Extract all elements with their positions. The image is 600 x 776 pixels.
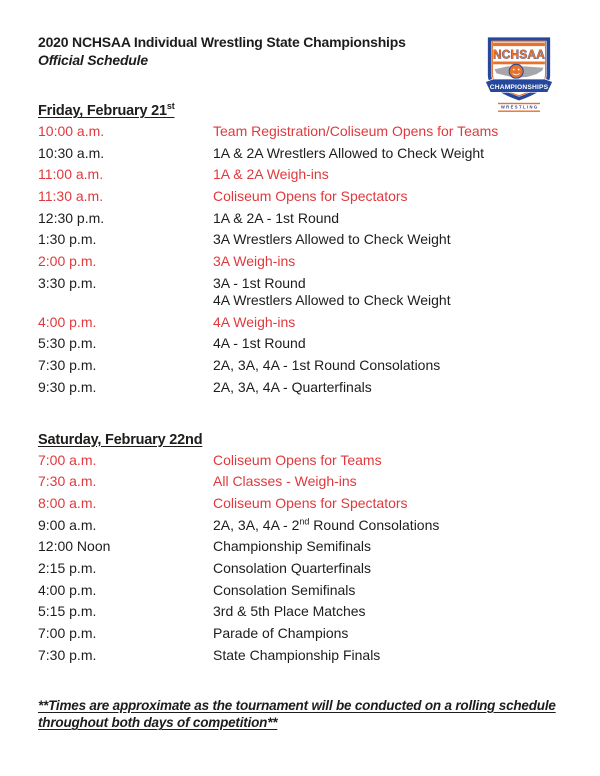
event-cell [213, 647, 570, 664]
saturday-section [38, 432, 570, 664]
time-cell: 11:00 a.m. [38, 166, 104, 183]
schedule-row [38, 452, 570, 469]
nchsaa-logo-graphic [484, 37, 554, 113]
time-cell: 5:30 p.m. [38, 335, 97, 352]
event-line: Consolation Quarterfinals [213, 560, 371, 576]
time-cell: 1:30 p.m. [38, 231, 97, 248]
event-line: 3A Wrestlers Allowed to Check Weight [213, 231, 451, 248]
time-cell: 2:15 p.m. [38, 560, 97, 576]
event-cell [213, 357, 570, 374]
time-cell: 2:00 p.m. [38, 253, 97, 270]
wrestler-figure [509, 64, 523, 78]
event-line: State Championship Finals [213, 646, 381, 663]
event-cell [213, 603, 570, 620]
time-cell: 10:30 a.m. [38, 144, 105, 161]
event-line: Coliseum Opens for Spectators [213, 494, 408, 511]
event-line: 3rd & 5th Place Matches [213, 603, 366, 620]
day-rows [38, 452, 570, 664]
event-cell [213, 473, 570, 490]
time-cell: 3:30 p.m. [38, 274, 97, 291]
logo-org-text: NCHSAA [492, 47, 546, 62]
schedule-row [38, 473, 570, 490]
time-cell: 4:00 p.m. [38, 581, 97, 598]
footer-note [38, 697, 570, 732]
schedule-row [38, 379, 570, 396]
time-cell: 7:00 p.m. [38, 625, 97, 642]
schedule-row [38, 275, 570, 309]
schedule-row [38, 335, 570, 352]
event-cell [213, 625, 570, 642]
time-cell: 4:00 p.m. [38, 313, 97, 330]
day-heading: Friday, February 21st [38, 101, 175, 119]
event-cell [213, 188, 570, 205]
event-line: 1A & 2A Weigh-ins [213, 166, 329, 183]
footer-line: throughout both days of competition** [38, 715, 278, 731]
schedule-row [38, 188, 570, 205]
event-line: Consolation Semifinals [213, 581, 356, 598]
schedule-row [38, 166, 570, 183]
event-cell [213, 560, 570, 577]
schedule-row [38, 210, 570, 227]
event-line: 1A & 2A - 1st Round [213, 209, 340, 226]
event-cell [213, 253, 570, 270]
time-cell: 8:00 a.m. [38, 494, 97, 511]
friday-section [38, 103, 570, 396]
schedule-row [38, 495, 570, 512]
nchsaa-championships-logo [484, 37, 554, 113]
event-cell [213, 379, 570, 396]
event-cell [213, 538, 570, 555]
event-cell [213, 517, 570, 534]
time-cell: 12:30 p.m. [38, 209, 105, 226]
event-cell [213, 210, 570, 227]
event-line: 3A - 1st Round [213, 274, 306, 291]
time-cell: 7:00 a.m. [38, 451, 97, 468]
event-line: Coliseum Opens for Spectators [213, 188, 408, 205]
day-heading: Saturday, February 22nd [38, 431, 203, 448]
event-line: 4A - 1st Round [213, 335, 306, 352]
document-title: 2020 NCHSAA Individual Wrestling State Championships [38, 34, 406, 50]
event-cell [213, 335, 570, 352]
logo-banner-text: CHAMPIONSHIPS [489, 84, 549, 92]
schedule-row [38, 314, 570, 331]
event-line: 3A Weigh-ins [213, 253, 296, 270]
event-line: Parade of Champions [213, 625, 349, 642]
event-line: Team Registration/Coliseum Opens for Teams [213, 123, 499, 139]
schedule-row [38, 357, 570, 374]
schedule-row [38, 647, 570, 664]
event-line: 2A, 3A, 4A - Quarterfinals [213, 378, 372, 395]
event-line: 1A & 2A Wrestlers Allowed to Check Weight [213, 144, 485, 161]
event-cell [213, 275, 570, 309]
time-cell: 12:00 Noon [38, 538, 111, 555]
event-line: All Classes - Weigh-ins [213, 473, 357, 490]
schedule-row [38, 538, 570, 555]
schedule-row [38, 625, 570, 642]
schedule-row [38, 603, 570, 620]
schedule-row [38, 560, 570, 577]
event-line: 4A Weigh-ins [213, 313, 296, 330]
event-cell [213, 166, 570, 183]
time-cell: 10:00 a.m. [38, 123, 105, 139]
time-cell: 9:30 p.m. [38, 378, 97, 395]
event-cell [213, 145, 570, 162]
event-cell [213, 452, 570, 469]
event-line: Championship Semifinals [213, 538, 371, 555]
event-line: 4A Wrestlers Allowed to Check Weight [213, 291, 451, 308]
schedule-row [38, 123, 570, 140]
footer-line: **Times are approximate as the tournament will be conducted on a rolling schedule [38, 697, 556, 713]
event-line: 2A, 3A, 4A - 2nd Round Consolations [213, 515, 440, 533]
event-cell [213, 495, 570, 512]
time-cell: 5:15 p.m. [38, 603, 97, 620]
schedule-row [38, 231, 570, 248]
time-cell: 7:30 p.m. [38, 356, 97, 373]
schedule-row [38, 253, 570, 270]
event-line: 2A, 3A, 4A - 1st Round Consolations [213, 356, 441, 373]
event-cell [213, 123, 570, 140]
event-cell [213, 582, 570, 599]
event-line: Coliseum Opens for Teams [213, 451, 382, 468]
day-rows [38, 123, 570, 396]
time-cell: 7:30 a.m. [38, 473, 97, 490]
logo-sport-text: WRESTLING [500, 104, 539, 110]
time-cell: 9:00 a.m. [38, 516, 97, 533]
event-cell [213, 231, 570, 248]
schedule-row [38, 582, 570, 599]
document-subtitle: Official Schedule [38, 52, 148, 68]
event-cell [213, 314, 570, 331]
schedule-row [38, 145, 570, 162]
time-cell: 11:30 a.m. [38, 188, 104, 205]
schedule-row [38, 517, 570, 534]
time-cell: 7:30 p.m. [38, 646, 97, 663]
